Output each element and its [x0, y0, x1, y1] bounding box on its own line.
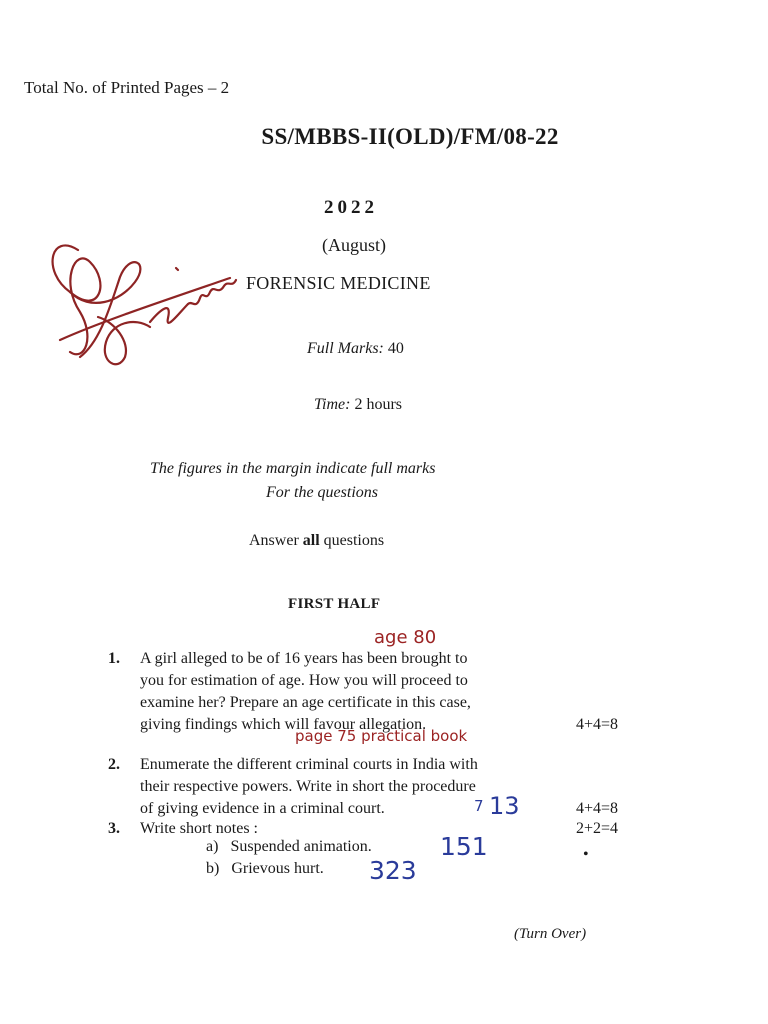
signature-icon — [40, 222, 240, 382]
instruction-line-2: For the questions — [266, 484, 378, 501]
subpart-label: a) — [206, 838, 219, 855]
question-line: A girl alleged to be of 16 years has been brought to — [140, 650, 468, 667]
question-line: Write short notes : — [140, 820, 258, 837]
question-number: 2. — [108, 756, 120, 773]
question-3 — [108, 818, 618, 840]
question-line: giving findings which will favour allegation. — [140, 716, 427, 733]
annotation-q1-top: age 80 — [374, 627, 437, 648]
answer-prefix: Answer — [249, 532, 303, 549]
turn-over-note: (Turn Over) — [514, 926, 587, 942]
question-marks: 4+4=8 — [575, 800, 618, 817]
full-marks-value: 40 — [387, 340, 404, 357]
subpart-a — [206, 838, 372, 856]
question-marks: 2+2=4 — [575, 820, 618, 837]
question-number: 1. — [108, 650, 120, 667]
annotation-q2-small: 7 — [474, 797, 484, 815]
question-line: examine her? Prepare an age certificate in this case, — [140, 694, 471, 711]
question-marks: 4+4=8 — [575, 716, 618, 733]
subject-title: FORENSIC MEDICINE — [246, 273, 431, 293]
annotation-q3a: 151 — [440, 832, 488, 861]
instruction-line-1: The figures in the margin indicate full marks — [150, 460, 436, 477]
answer-suffix: questions — [319, 532, 385, 549]
time-value: 2 hours — [354, 396, 403, 413]
exam-month: (August) — [322, 235, 386, 255]
question-line: you for estimation of age. How you will proceed to — [140, 672, 468, 689]
question-line: Enumerate the different criminal courts in India with — [140, 756, 478, 773]
exam-time — [314, 396, 402, 414]
question-last-line — [140, 798, 618, 820]
subpart-b — [206, 860, 324, 878]
full-marks-label: Full Marks: — [307, 340, 384, 357]
annotation-q2-big: 13 — [489, 792, 520, 820]
stray-dot: • — [583, 846, 589, 863]
question-line: of giving evidence in a criminal court. — [140, 800, 385, 817]
subpart-label: b) — [206, 860, 220, 877]
full-marks — [307, 340, 404, 358]
section-title: FIRST HALF — [288, 596, 381, 612]
subpart-text: Suspended animation. — [230, 838, 372, 855]
paper-code: SS/MBBS-II(OLD)/FM/08-22 — [261, 124, 559, 149]
answer-bold: all — [302, 532, 320, 549]
question-number: 3. — [108, 820, 120, 837]
subpart-text: Grievous hurt. — [231, 860, 324, 877]
question-line: their respective powers. Write in short the procedure — [140, 778, 476, 795]
answer-instruction — [249, 532, 384, 550]
question-1 — [108, 648, 618, 736]
question-2 — [108, 754, 618, 820]
time-label: Time: — [314, 396, 351, 413]
annotation-q1-bottom: page 75 practical book — [295, 727, 468, 745]
printed-pages-note: Total No. of Printed Pages – 2 — [24, 78, 230, 97]
annotation-q3b: 323 — [369, 856, 417, 885]
exam-year: 2022 — [324, 197, 378, 218]
